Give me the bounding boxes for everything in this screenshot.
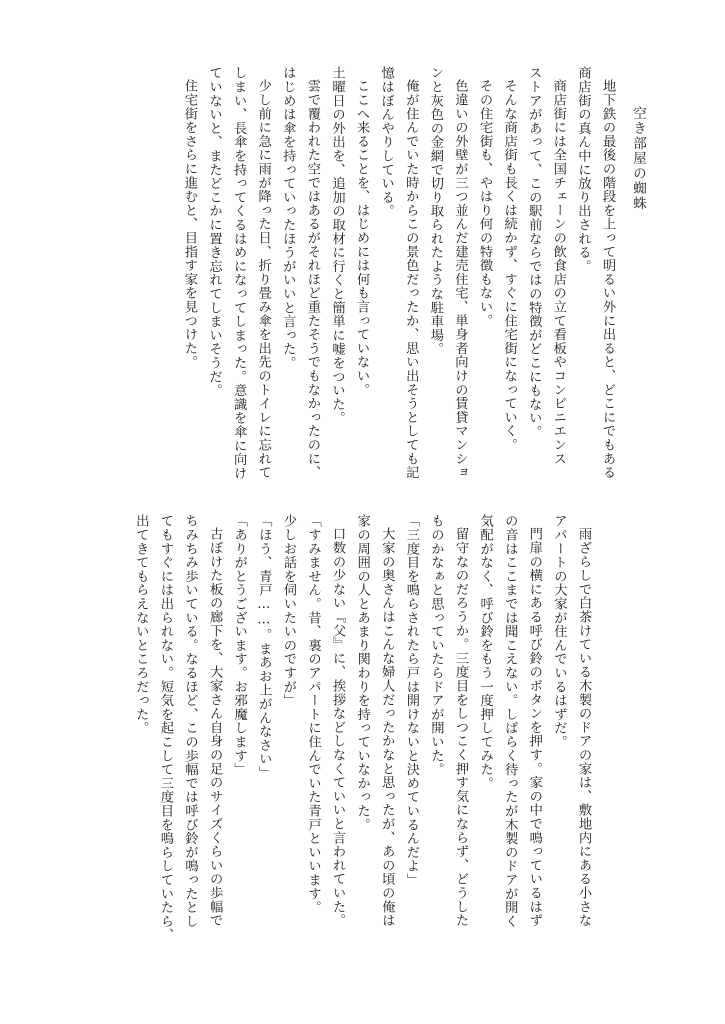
upper-text-line: 商店街には全国チェーンの飲食店の立て看板やコンビニエンス: [550, 79, 566, 466]
upper-text-line: 商店街の真ん中に放り出される。: [575, 66, 591, 273]
upper-text-line: ここへ来ることを、はじめには何も言っていない。: [354, 79, 370, 397]
upper-text-line: 雲で覆われた空ではあるがそれほど重たそうでもなかったのに、: [304, 79, 320, 480]
upper-text-line: 土曜日の外出を、追加の取材に行くと簡単に嘘をついた。: [329, 66, 345, 425]
lower-text-line: 少しお話を伺いたいのですが」: [280, 514, 296, 708]
lower-text-block: [128, 514, 595, 974]
lower-text-line: 「三度目を鳴らされたら戸は開けないと決めているんだよ」: [403, 514, 419, 887]
lower-text-line: 「ほう、青戸……。まあお上がんなさい」: [256, 514, 272, 780]
upper-text-line: ストアがあって、この駅前ならではの特徴がどこにもない。: [526, 66, 542, 439]
lower-text-line: 気配がなく、呼び鈴をもう一度押してみた。: [477, 514, 493, 790]
lower-text-line: 家の周囲の人とあまり関わりを持っていなかった。: [354, 514, 370, 832]
upper-text-line: 住宅街をさらに進むと、目指す家を見つけた。: [181, 79, 197, 370]
lower-text-line: 出てきてもらえないところだった。: [133, 514, 149, 735]
upper-text-line: 少し前に急に雨が降った日、折り畳み傘を出先のトイレに忘れて: [255, 79, 271, 480]
upper-text-line: そんな商店街も長くは続かず、すぐに住宅街になっていく。: [501, 79, 517, 452]
upper-text-line: 憶はぼんやりしている。: [378, 66, 394, 218]
upper-text-line: ていないと、またどこかに置き忘れてしまいそうだ。: [206, 66, 222, 398]
lower-text-line: の音はここまでは聞こえない。しばらく待ったが木製のドアが開く: [502, 514, 518, 928]
lower-text-line: てもすぐには出られない。短気を起こして三度目を鳴らしていたら、: [157, 514, 173, 942]
upper-text-line: ンと灰色の金網で切り取られたような駐車場。: [427, 66, 443, 356]
lower-text-line: 雨ざらしで白茶けている木製のドアの家は、敷地内にある小さな: [576, 527, 591, 928]
upper-text-line: しまい、長傘を持ってくるはめになってしまった。意識を傘に向け: [231, 66, 247, 480]
lower-text-line: アパートの大家が住んでいるはずだ。: [551, 514, 567, 749]
lower-text-line: 古ぼけた板の廊下を、大家さん自身の足のサイズくらいの歩幅で: [207, 527, 223, 928]
upper-text-line: はじめは傘を持っていったほうがいいと言った。: [280, 66, 296, 370]
lower-text-line: 口数の少ない『父』に、挨拶などしなくていいと言われていた。: [330, 527, 346, 928]
upper-text-block: [176, 66, 619, 506]
story-title: 空き部屋の蜘蛛: [630, 106, 646, 211]
lower-text-line: 門扉の横にある呼び鈴のボタンを押す。家の中で鳴っているはず: [526, 527, 542, 928]
upper-text-line: 俺が住んでいた時からこの景色だったか、思い出そうとしても記: [403, 79, 419, 480]
lower-text-line: 大家の奥さんはこんな婦人だったかなと思ったが、あの頃の俺は: [379, 527, 395, 928]
lower-text-line: 留守なのだろうか。三度目をしつこく押す気にならず、どうした: [453, 527, 469, 928]
lower-text-line: ちみちみ歩いている。なるほど、この歩幅では呼び鈴が鳴ったとし: [182, 514, 198, 928]
upper-text-line: その住宅街も、やはり何の特徴もない。: [477, 79, 493, 328]
lower-text-line: ものかなぁと思っていたらドアが開いた。: [428, 514, 444, 777]
upper-text-line: 地下鉄の最後の階段を上って明るい外に出ると、どこにでもある: [600, 79, 615, 480]
lower-text-line: 「ありがとうございます。お邪魔します」: [231, 514, 247, 777]
upper-text-line: 色違いの外壁が三つ並んだ建売住宅、単身者向けの賃貸マンショ: [452, 79, 468, 480]
lower-text-line: 「すみません。昔、裏のアパートに住んでいた青戸といいます。: [305, 514, 321, 915]
